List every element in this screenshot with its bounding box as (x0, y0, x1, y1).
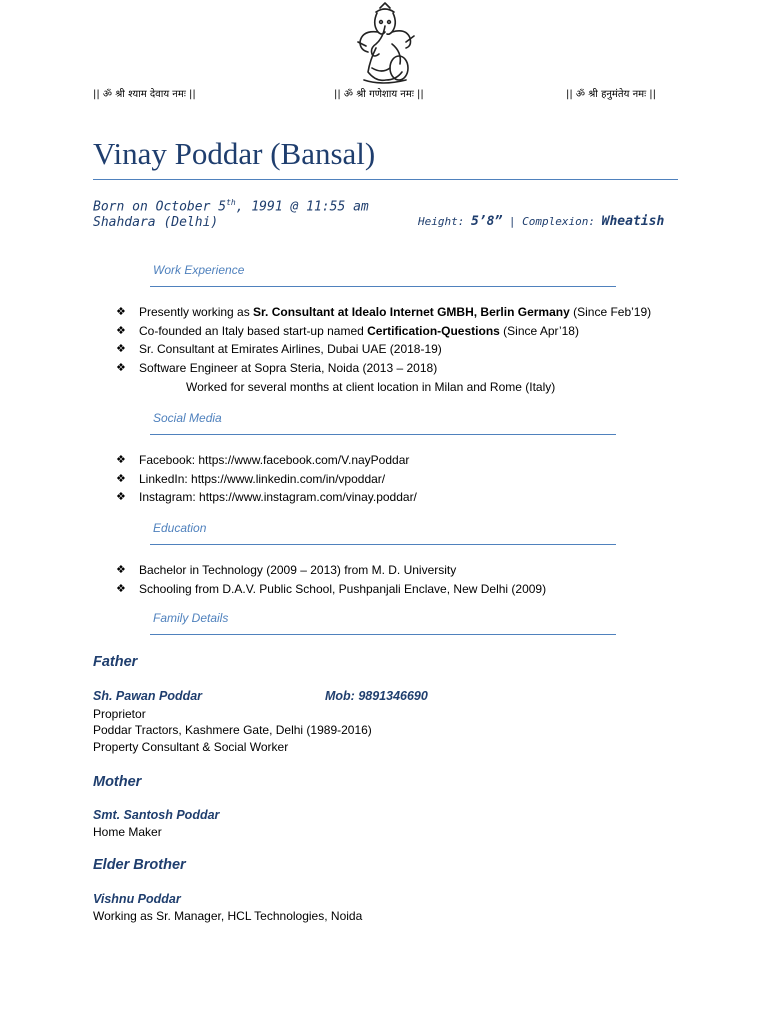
mother-name: Smt. Santosh Poddar (93, 808, 220, 822)
list-item (116, 451, 417, 470)
facebook-link[interactable]: Facebook: https://www.facebook.com/V.nayPoddar (139, 453, 410, 467)
section-divider-education (150, 544, 616, 545)
father-name: Sh. Pawan Poddar (93, 689, 203, 703)
bullet-icon: ❖ (116, 453, 126, 466)
section-title-social: Social Media (153, 411, 222, 425)
list-item: ❖ Co-founded an Italy based start-up named Certification-Questions (Since Apr’18) (116, 322, 651, 341)
mother-detail: Home Maker (93, 825, 162, 839)
father-detail: Proprietor (93, 707, 146, 721)
complexion-value: Wheatish (601, 214, 665, 229)
mantra-right: || ॐ श्री हनुमंतेय नमः || (566, 89, 657, 100)
mantra-center: || ॐ श्री गणेशाय नमः || (334, 89, 424, 100)
mantra-left: || ॐ श्री श्याम देवाय नमः || (93, 89, 196, 100)
brother-detail: Working as Sr. Manager, HCL Technologies, Noida (93, 909, 363, 923)
father-detail: Property Consultant & Social Worker (93, 740, 289, 754)
instagram-link[interactable]: Instagram: https://www.instagram.com/vinay.poddar/ (139, 490, 417, 504)
brother-heading: Elder Brother (93, 857, 186, 873)
bullet-icon: ❖ (116, 581, 126, 595)
list-item: ❖ Sr. Consultant at Emirates Airlines, Dubai UAE (2018-19) (116, 340, 651, 359)
bullet-icon: ❖ (116, 471, 126, 485)
linkedin-link[interactable]: LinkedIn: https://www.linkedin.com/in/vpoddar/ (139, 471, 386, 486)
physical-details (418, 214, 664, 229)
bullet-icon: ❖ (116, 490, 126, 503)
brother-name: Vishnu Poddar (93, 892, 181, 906)
height-value: 5’8” (470, 214, 503, 229)
separator: | (508, 215, 516, 228)
section-divider-work (150, 286, 616, 287)
birth-date-suffix: th (226, 198, 236, 207)
section-divider-family (150, 634, 616, 635)
list-item (116, 470, 417, 489)
title-divider (93, 179, 678, 180)
list-item (116, 488, 417, 507)
education-list (116, 561, 546, 598)
list-item: ❖ Schooling from D.A.V. Public School, Pushpanjali Enclave, New Delhi (2009) (116, 580, 546, 599)
height-label: Height: (418, 215, 465, 228)
social-list (116, 451, 417, 507)
complexion-label: Complexion: (522, 215, 596, 228)
mother-heading: Mother (93, 774, 142, 790)
list-item: ❖ Software Engineer at Sopra Steria, Noida (2013 – 2018) (116, 359, 651, 378)
list-item: ❖ Presently working as Sr. Consultant at Idealo Internet GMBH, Berlin Germany (Since Feb’19) (116, 303, 651, 322)
father-heading: Father (93, 654, 138, 670)
bullet-icon: ❖ (116, 360, 126, 374)
bullet-icon: ❖ (116, 563, 126, 576)
section-title-work: Work Experience (153, 263, 245, 277)
section-title-education: Education (153, 521, 207, 535)
section-divider-social (150, 434, 616, 435)
list-item: ❖ Bachelor in Technology (2009 – 2013) from M. D. University (116, 561, 546, 580)
birth-date: Born on October 5th, 1991 @ 11:55 am (93, 198, 369, 215)
ganesha-icon (352, 2, 418, 86)
birth-place: Shahdara (Delhi) (93, 215, 219, 230)
father-mobile: Mob: 9891346690 (325, 689, 428, 703)
bullet-icon: ❖ (116, 342, 126, 355)
work-sub-note: Worked for several months at client location in Milan and Rome (Italy) (186, 380, 556, 394)
section-title-family: Family Details (153, 611, 229, 625)
bullet-icon: ❖ (116, 323, 126, 337)
father-detail: Poddar Tractors, Kashmere Gate, Delhi (1989-2016) (93, 723, 372, 737)
page-title: Vinay Poddar (Bansal) (93, 136, 376, 171)
bullet-icon: ❖ (116, 305, 126, 318)
work-list (116, 303, 651, 377)
